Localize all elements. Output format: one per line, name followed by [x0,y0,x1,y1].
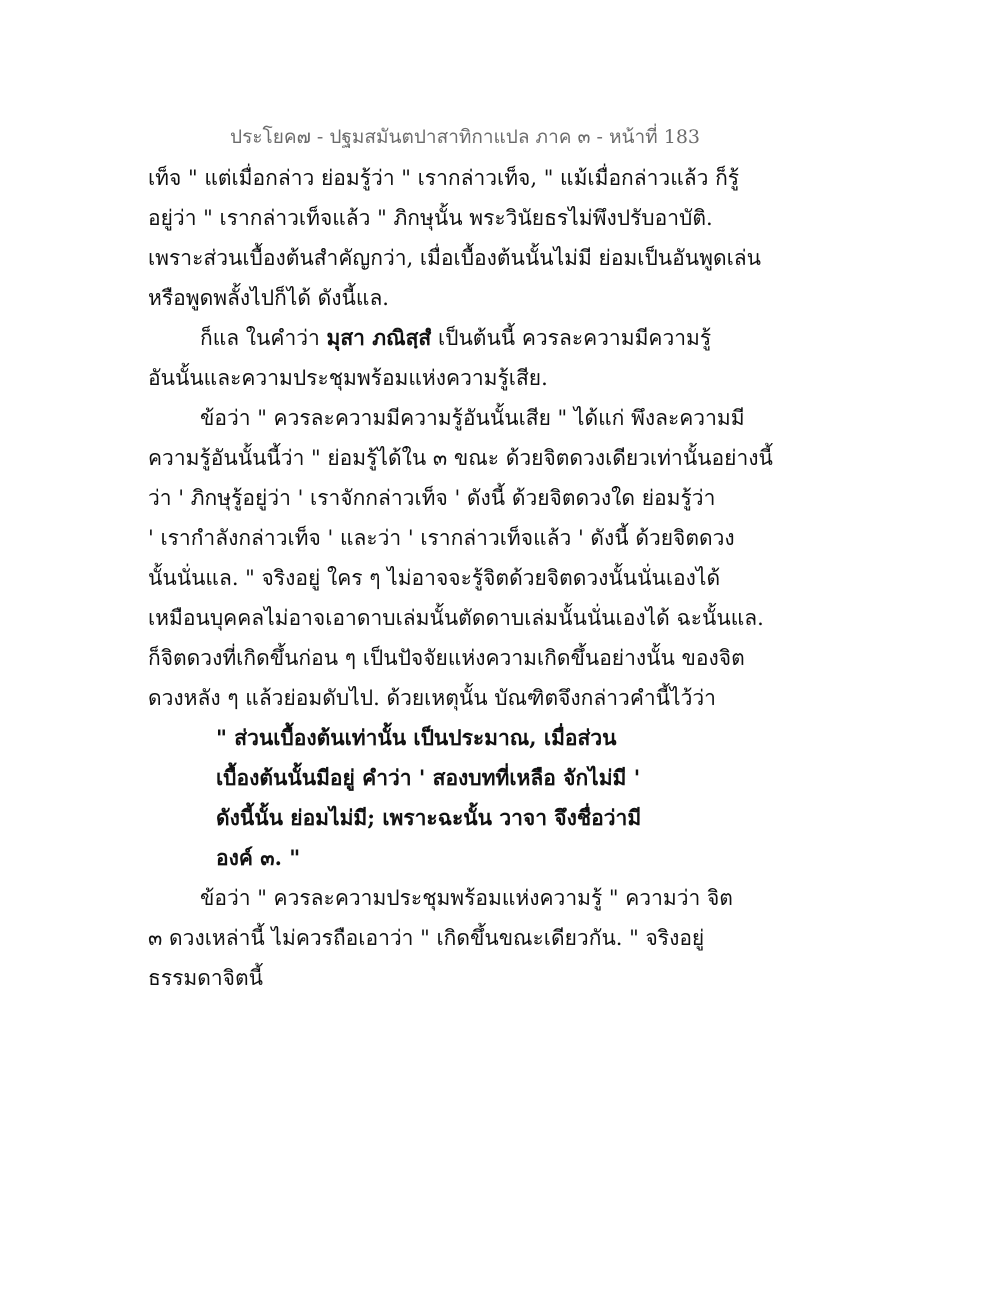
text-line: เหมือนบุคคลไม่อาจเอาดาบเล่มนั้นตัดดาบเล่มนั้นนั่นเองได้ ฉะนั้นแล. [148,606,764,630]
text-line: เท็จ " แต่เมื่อกล่าว ย่อมรู้ว่า " เรากล่าวเท็จ, " แม้เมื่อกล่าวแล้ว ก็รู้ [148,166,740,190]
quote-line: องค์ ๓. " [216,845,301,870]
text-line: ว่า ' ภิกษุรู้อยู่ว่า ' เราจักกล่าวเท็จ ' ดังนี้ ด้วยจิตดวงใด ย่อมรู้ว่า [148,486,716,510]
text-line: ความรู้อันนั้นนี้ว่า " ย่อมรู้ได้ใน ๓ ขณะ ด้วยจิตดวงเดียวเท่านั้นอย่างนี้ [148,446,773,470]
paragraph-start-line: ข้อว่า " ควรละความประชุมพร้อมแห่งความรู้ " ความว่า จิต [200,886,733,910]
text-line: ธรรมดาจิตนี้ [148,966,263,990]
text-line: หรือพูดพลั้งไปก็ได้ ดังนี้แล. [148,286,389,310]
text-segment: เป็นต้นนี้ ควรละความมีความรู้ [437,326,712,350]
paragraph-start-line [148,318,712,358]
quote-line: ดังนี้นั้น ย่อมไม่มี; เพราะฉะนั้น วาจา จึงชื่อว่ามี [216,805,642,830]
text-line: นั้นนั่นแล. " จริงอยู่ ใคร ๆ ไม่อาจจะรู้จิตด้วยจิตดวงนั้นนั่นเองได้ [148,566,721,590]
text-line: ' เรากำลังกล่าวเท็จ ' และว่า ' เรากล่าวเท็จแล้ว ' ดังนี้ ด้วยจิตดวง [148,526,735,550]
running-header: ประโยค๗ - ปฐมสมันตปาสาทิกาแปล ภาค ๓ - หน้าที่ 183 [230,126,700,148]
text-line: ดวงหลัง ๆ แล้วย่อมดับไป. ด้วยเหตุนั้น บัณฑิตจึงกล่าวคำนี้ไว้ว่า [148,686,716,710]
text-line: เพราะส่วนเบื้องต้นสำคัญกว่า, เมื่อเบื้องต้นนั้นไม่มี ย่อมเป็นอันพูดเล่น [148,246,762,270]
pali-term: มุสา ภณิสฺสํ [326,325,432,350]
text-line: อยู่ว่า " เรากล่าวเท็จแล้ว " ภิกษุนั้น พระวินัยธรไม่พึงปรับอาบัติ. [148,206,713,230]
text-line: ก็จิตดวงที่เกิดขึ้นก่อน ๆ เป็นปัจจัยแห่งความเกิดขึ้นอย่างนั้น ของจิต [148,646,745,670]
quote-line: " ส่วนเบื้องต้นเท่านั้น เป็นประมาณ, เมื่อส่วน [216,725,617,750]
quote-line: เบื้องต้นนั้นมีอยู่ คำว่า ' สองบทที่เหลือ จักไม่มี ' [216,765,641,790]
body-text [148,158,773,998]
text-line: อันนั้นและความประชุมพร้อมแห่งความรู้เสีย. [148,366,548,390]
text-line: ๓ ดวงเหล่านี้ ไม่ควรถือเอาว่า " เกิดขึ้นขณะเดียวกัน. " จริงอยู่ [148,926,705,950]
paragraph-start-line: ข้อว่า " ควรละความมีความรู้อันนั้นเสีย " ได้แก่ พึงละความมี [200,406,745,430]
text-segment: ก็แล ในคำว่า [200,326,320,350]
